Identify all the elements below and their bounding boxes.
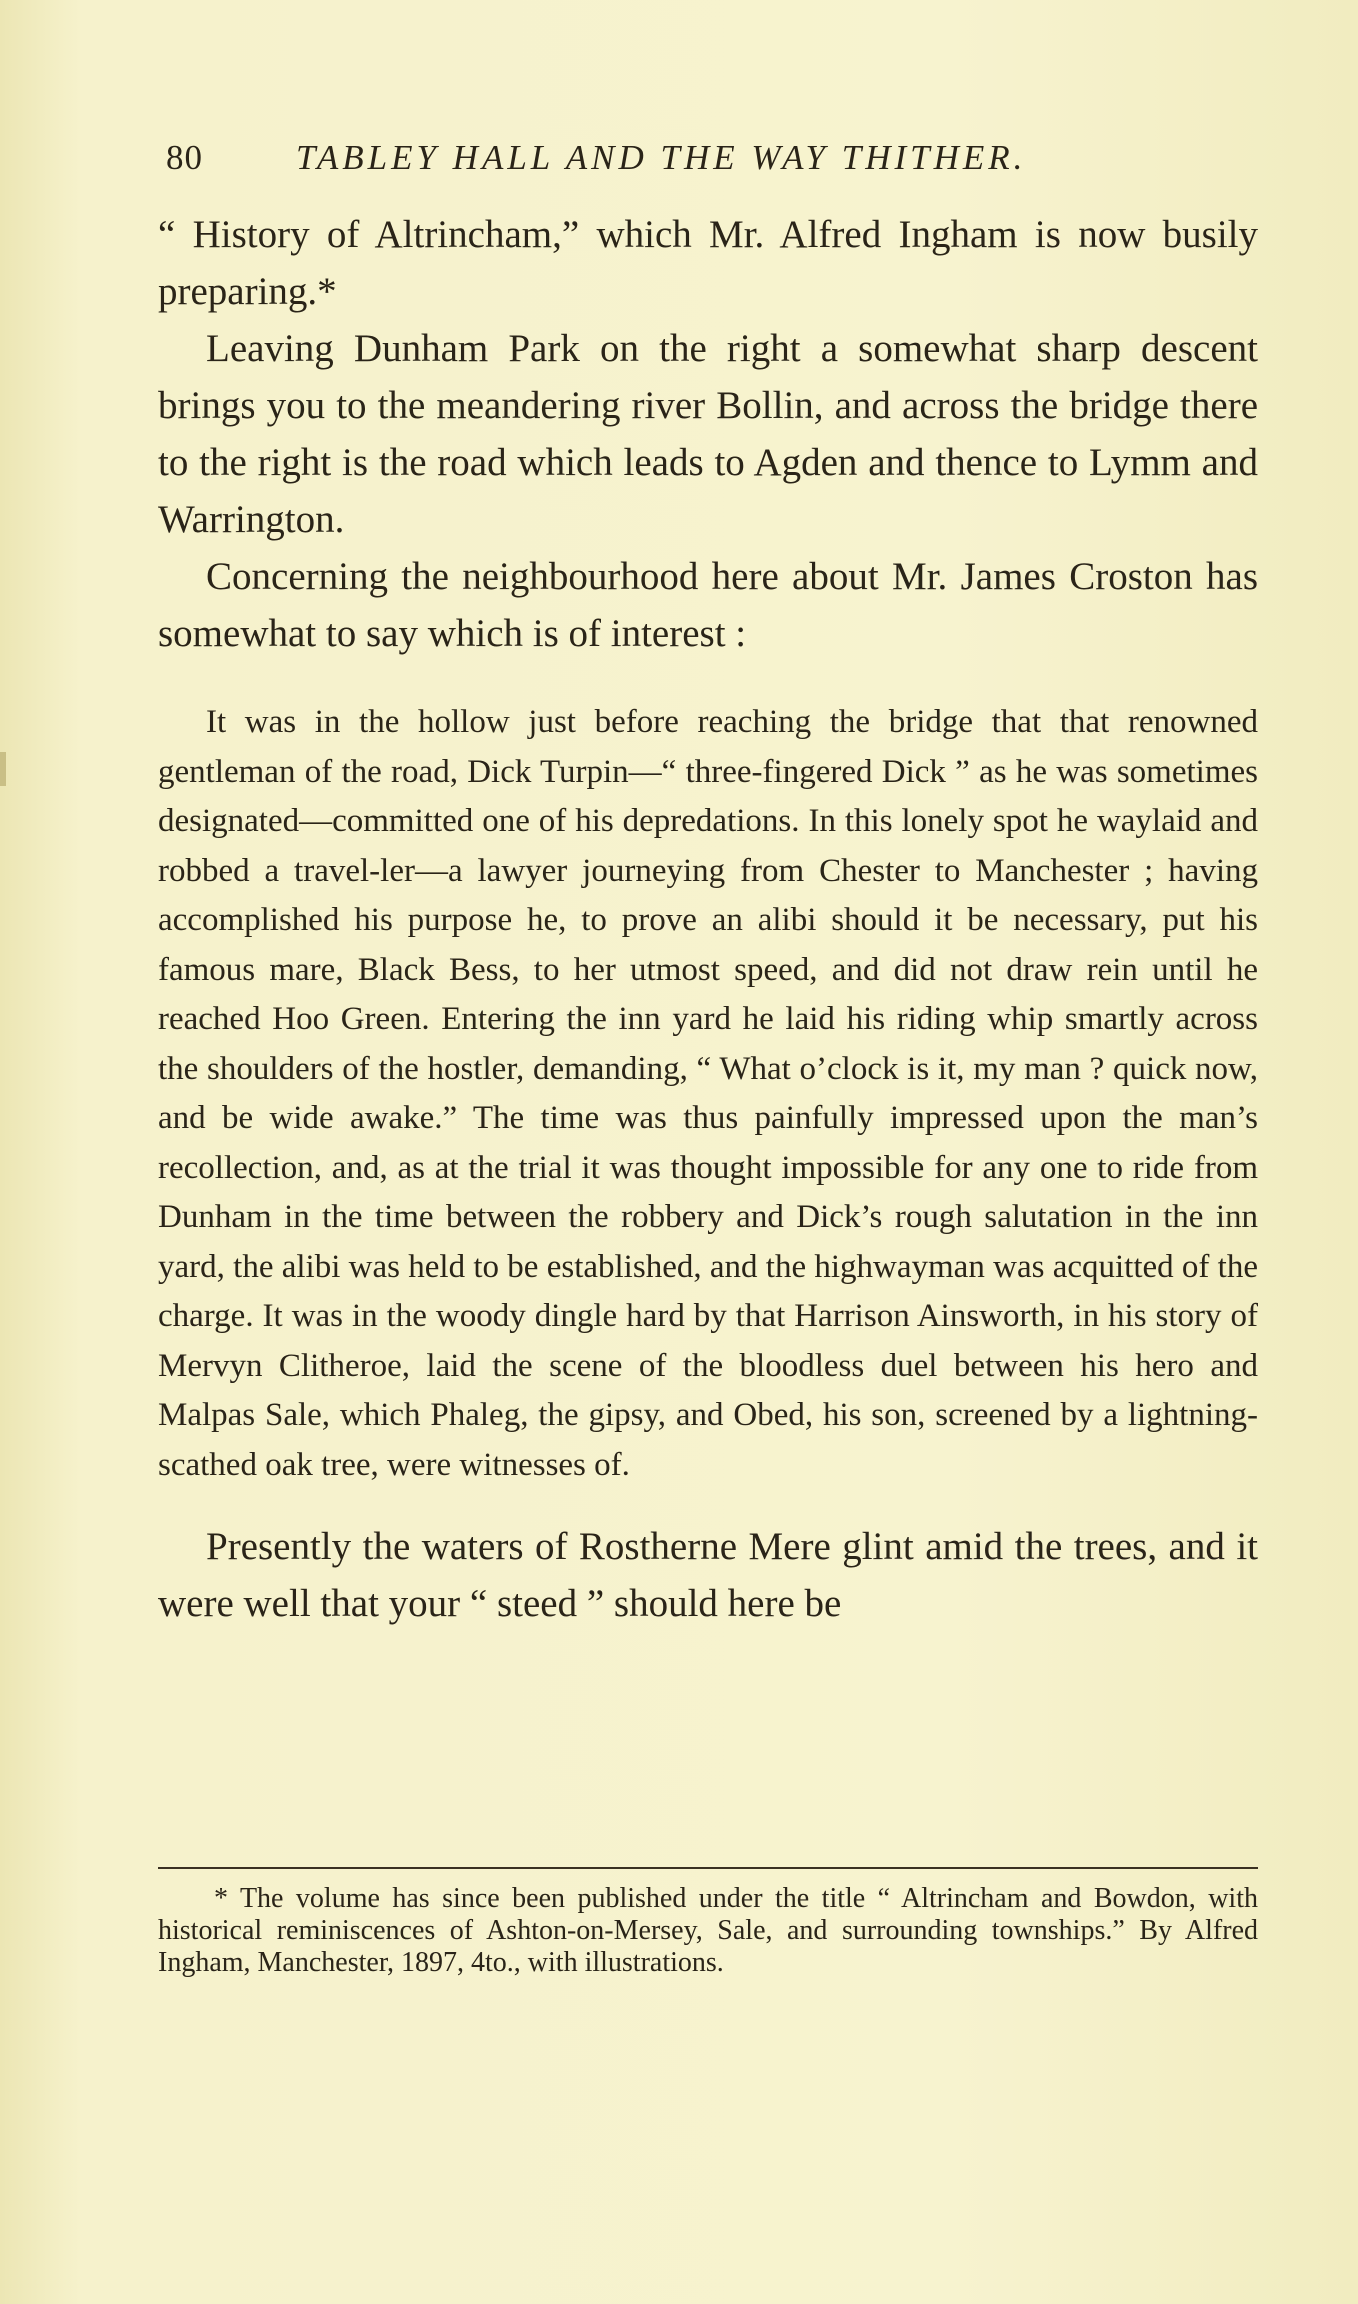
paragraph-history-of-altrincham: “ History of Altrincham,” which Mr. Alfred Ingham is now busily preparing.* [158, 213, 1258, 313]
page-edge-mark [0, 752, 6, 786]
footnote-rule [158, 1867, 1258, 1869]
paragraph-leaving-dunham-park: Leaving Dunham Park on the right a somewhat sharp descent brings you to the meandering river Bollin, and across the bridge there to the right is the road which leads to Agden and thence to Lymm and Warrington. [158, 327, 1258, 541]
paragraph-rostherne-mere: Presently the waters of Rostherne Mere glint amid the trees, and it were well that your “ steed ” should here be [158, 1525, 1258, 1625]
page-number: 80 [166, 138, 203, 177]
running-title: TABLEY HALL AND THE WAY THITHER. [296, 138, 1027, 177]
footnote: * The volume has since been published under the title “ Altrincham and Bowdon, with historical reminiscences of Ashton-on-Mersey, Sale, and surrounding townships.” By Alfred Ingham, Manchester, 1897, 4to., with illustrations. [158, 1883, 1258, 1978]
quoted-passage-dick-turpin: It was in the hollow just before reaching the bridge that that renowned gentleman of the road, Dick Turpin—“ three-fingered Dick ” as he was sometimes designated—committed one of his depredations. In this lonely spot he waylaid and robbed a travel-ler—a lawyer journeying from Chester to Manchester ; having accomplished his purpose he, to prove an alibi should it be necessary, put his famous mare, Black Bess, to her utmost speed, and did not draw rein until he reached Hoo Green. Entering the inn yard he laid his riding whip smartly across the shoulders of the hostler, demanding, “ What o’clock is it, my man ? quick now, and be wide awake.” The time was thus painfully impressed upon the man’s recollection, and, as at the trial it was thought impossible for any one to ride from Dunham in the time between the robbery and Dick’s rough salutation in the inn yard, the alibi was held to be established, and the highwayman was acquitted of the charge. It was in the woody dingle hard by that Harrison Ainsworth, in his story of Mervyn Clitheroe, laid the scene of the bloodless duel between his hero and Malpas Sale, which Phaleg, the gipsy, and Obed, his son, screened by a lightning-scathed oak tree, were witnesses of. [158, 704, 1258, 1483]
body-text [158, 206, 1258, 1632]
running-head [158, 128, 1258, 188]
paragraph-concerning-neighbourhood: Concerning the neighbourhood here about Mr. James Croston has somewhat to say which is of interest : [158, 555, 1258, 655]
book-page [158, 0, 1258, 2304]
